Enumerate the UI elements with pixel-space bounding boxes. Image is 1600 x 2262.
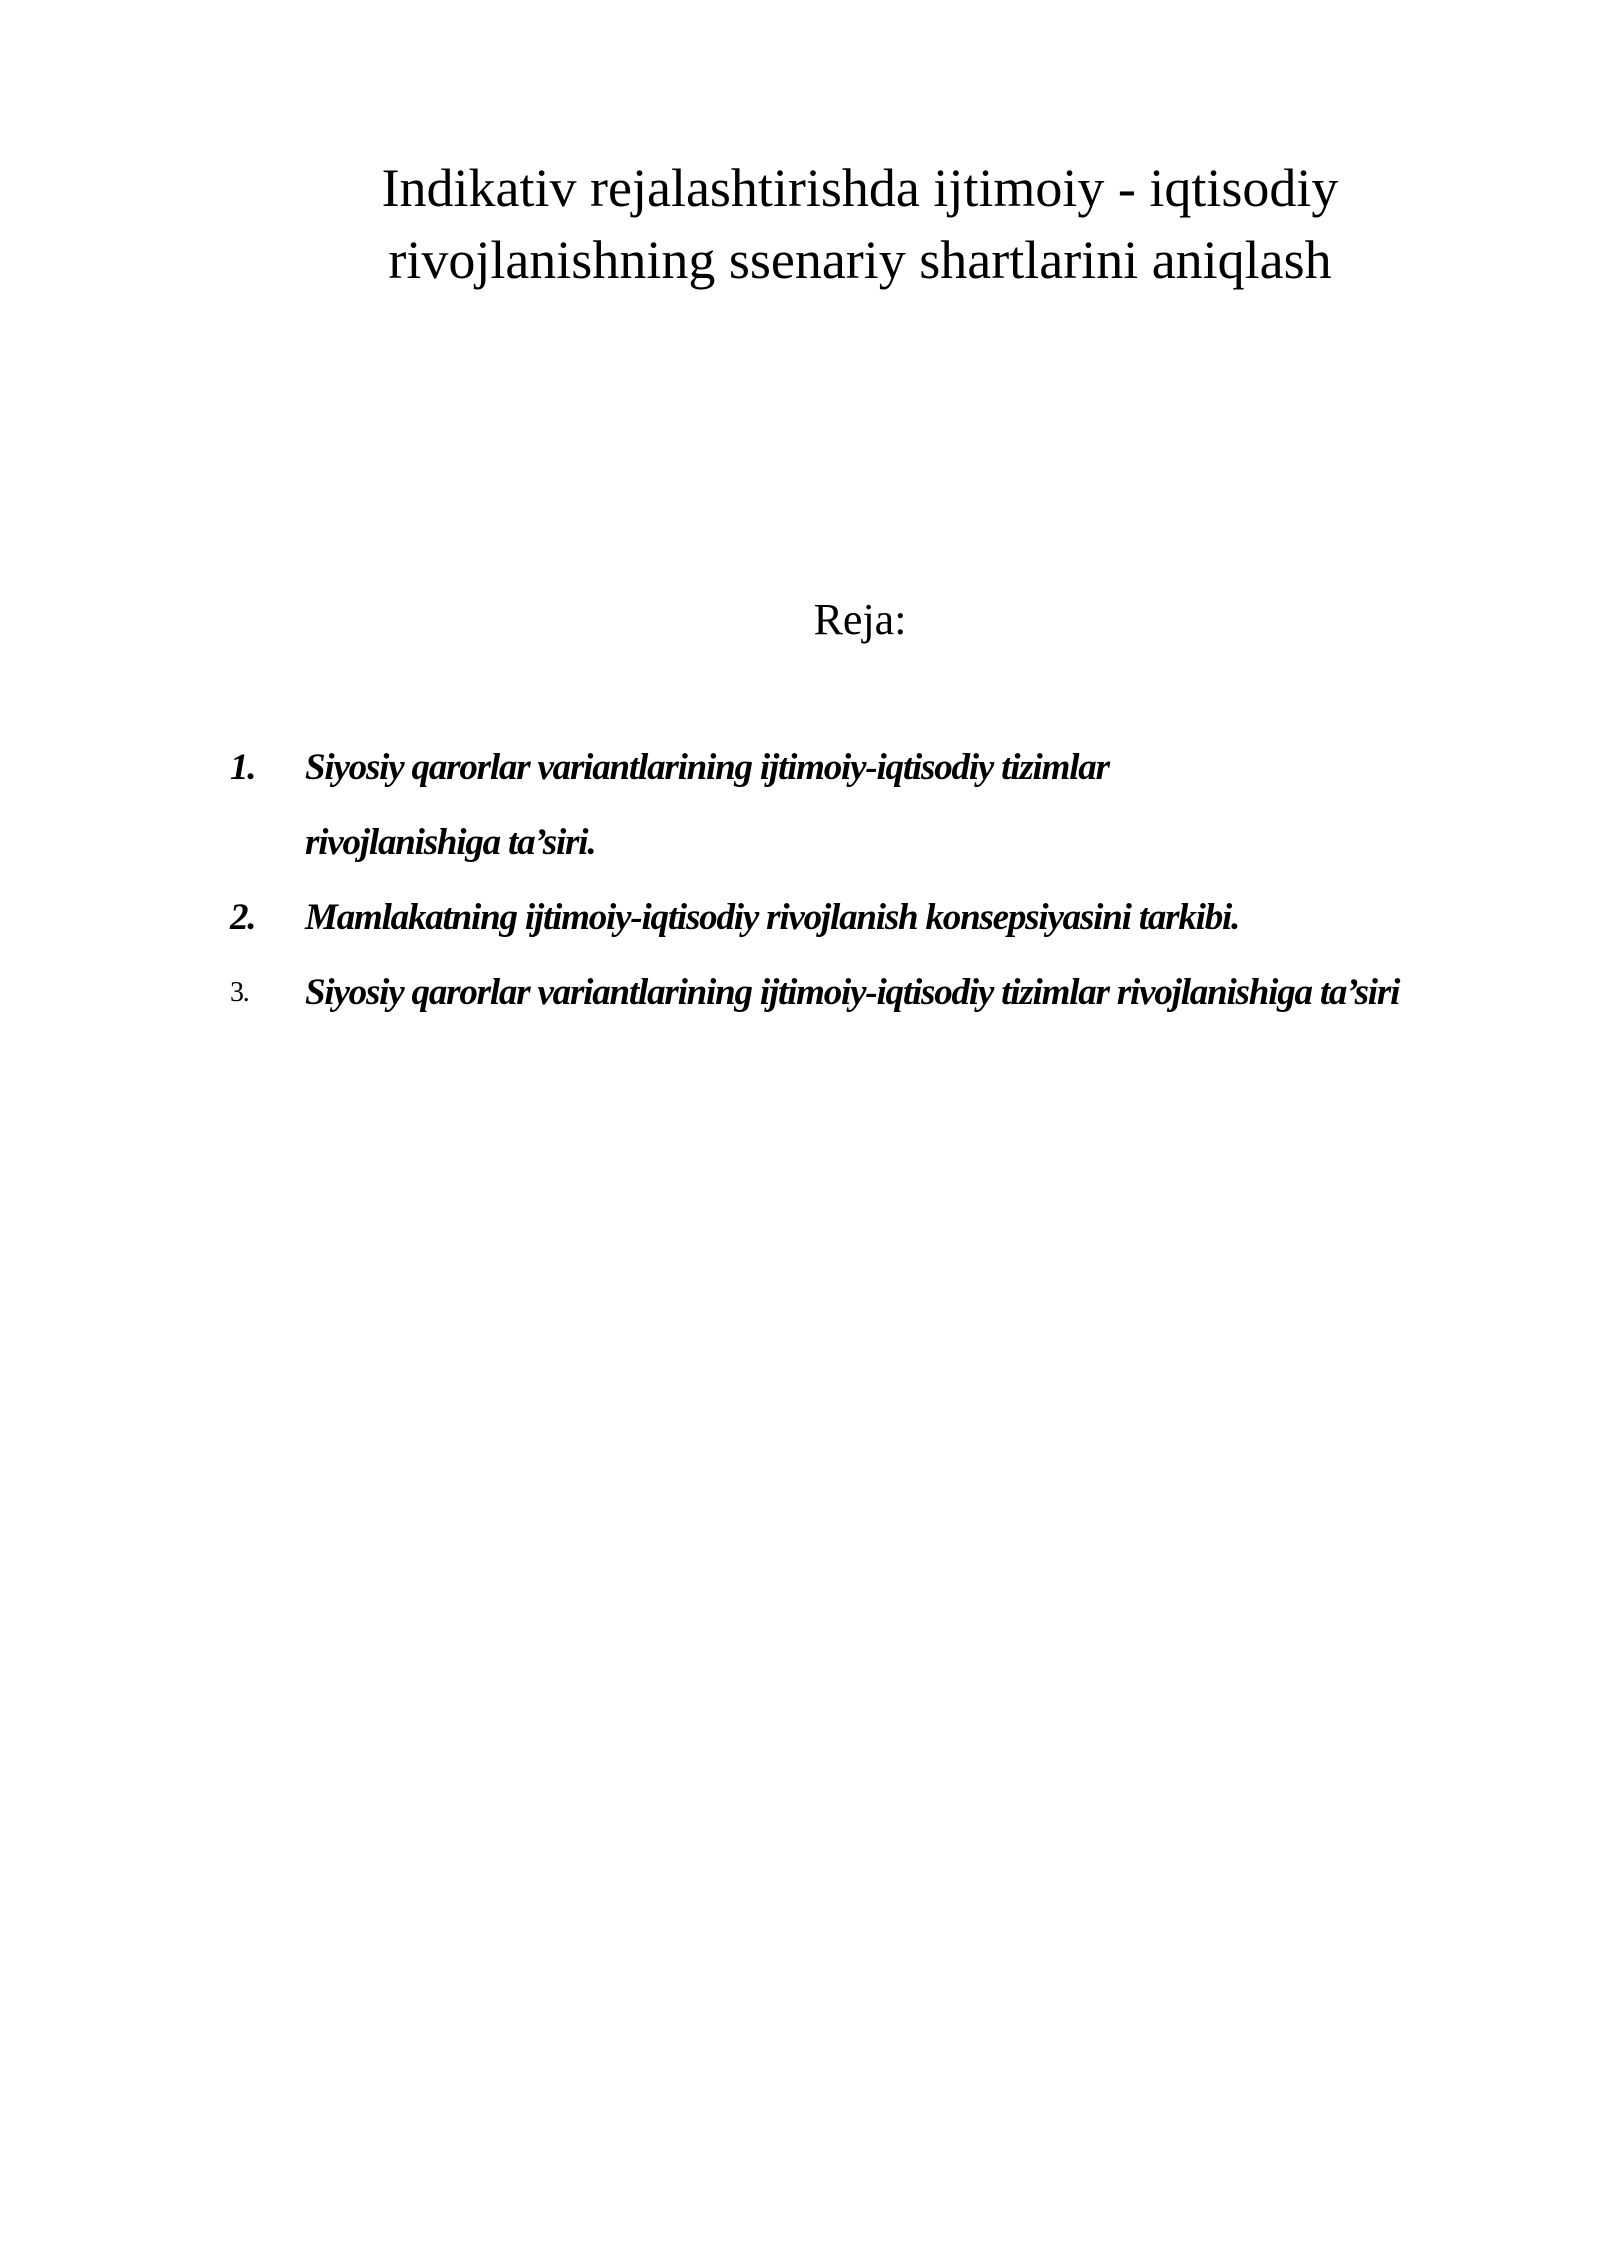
plan-heading: Reja:	[813, 595, 907, 644]
plan-item-3	[230, 955, 1520, 1030]
document-title-line-2: rivojlanishning ssenariy shartlarini aniqlash	[388, 230, 1332, 290]
document-title	[0, 152, 1600, 296]
plan-item-2-text: Mamlakatning ijtimoiy-iqtisodiy rivojlanish konsepsiyasini tarkibi.	[305, 897, 1240, 938]
plan-item-3-number: 3.	[230, 977, 249, 1008]
document-title-line-1: Indikativ rejalashtirishda ijtimoiy - iqtisodiy	[381, 158, 1339, 218]
plan-item-1-number: 1.	[230, 747, 256, 788]
plan-item-1	[230, 730, 1205, 880]
plan-item-2	[230, 880, 1520, 955]
plan-item-1-text: Siyosiy qarorlar variantlarining ijtimoiy-iqtisodiy tizimlar rivojlanishiga ta’siri.	[305, 747, 1109, 863]
plan-list	[230, 730, 1520, 1030]
plan-item-2-number: 2.	[230, 897, 256, 938]
plan-item-3-text: Siyosiy qarorlar variantlarining ijtimoiy-iqtisodiy tizimlar rivojlanishiga ta’siri	[305, 972, 1400, 1013]
